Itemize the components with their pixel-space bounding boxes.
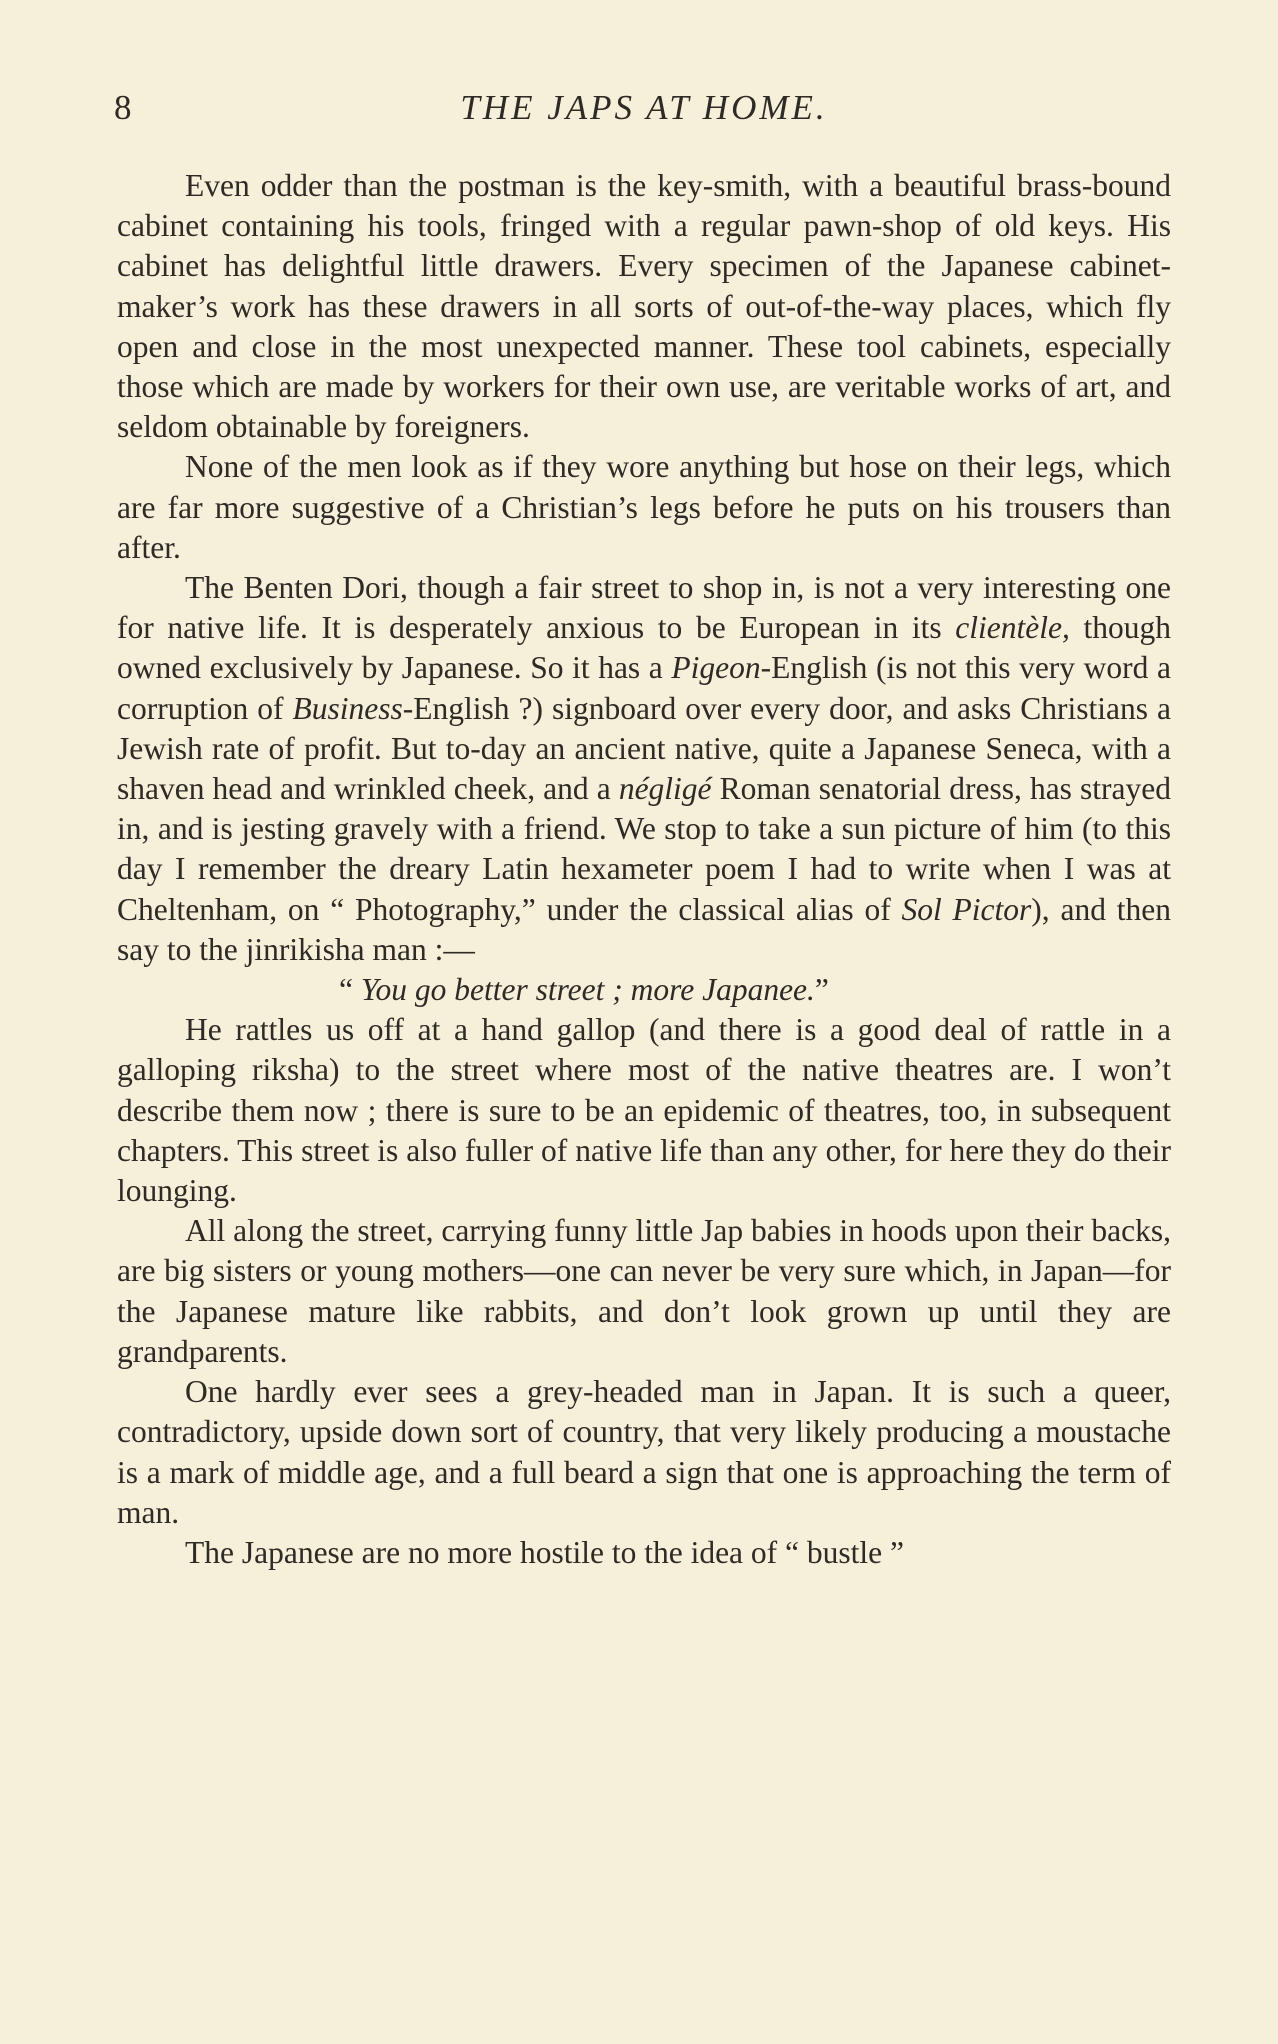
body-text xyxy=(117,166,1171,1573)
text-run: -English (is not this very word a corruption of xyxy=(117,650,1171,726)
text-run: None of the men look as if they wore anything but hose on their legs, which are far more suggestive of a Christian’s legs before he puts on his trousers than after. xyxy=(117,449,1171,565)
text-run: One hardly ever sees a grey-headed man in Japan. It is such a queer, contradictory, upside down sort of country, that very likely producing a moustache is a mark of middle age, and a full beard a sign that one is approaching the term of man. xyxy=(117,1374,1171,1530)
text-run: All along the street, carrying funny little Jap babies in hoods upon their backs, are big sisters or young mothers—one can never be very sure which, in Japan—for the Japanese mature like rabbits, and don’t look grown up until they are grandparents. xyxy=(117,1213,1171,1369)
paragraph xyxy=(117,1372,1171,1533)
text-run: He rattles us off at a hand gallop (and there is a good deal of rattle in a galloping riksha) to the street where most of the native theatres are. I won’t describe them now ; there is sure to be an epidemic of theatres, too, in subsequent chapters. This street is also fuller of native life than any other, for here they do their lounging. xyxy=(117,1012,1171,1209)
text-run: ), and then say to the jinrikisha man :— xyxy=(117,891,1171,967)
text-run: ” xyxy=(814,972,829,1008)
paragraph xyxy=(117,1533,1171,1573)
text-run: Roman senatorial dress, has strayed in, and is jesting gravely with a friend. We stop to take a sun picture of him (to this day I remember the dreary Latin hexameter poem I had to write when I was at Cheltenham, on “ Photography,” under the classical alias of xyxy=(117,771,1171,927)
italic-text: Business xyxy=(292,690,403,726)
italic-text: Pigeon xyxy=(671,650,761,686)
text-run: Even odder than the postman is the key-smith, with a beautiful brass-bound cabinet containing his tools, fringed with a regular pawn-shop of old keys. His cabinet has delightful little drawers. Every specimen of the Japanese cabinet-maker’s work has these drawers in all sorts of out-of-the-way places, which fly open and close in the most unexpected manner. These tool cabinets, especially those which are made by workers for their own use, are veritable works of art, and seldom obtainable by foreigners. xyxy=(117,168,1171,445)
text-run: “ xyxy=(339,972,361,1008)
paragraph xyxy=(117,568,1171,970)
italic-text: Sol Pictor xyxy=(901,891,1032,927)
text-run: The Benten Dori, though a fair street to shop in, is not a very interesting one for native life. It is desperately anxious to be European in its xyxy=(117,570,1171,646)
italic-text: clientèle, xyxy=(955,610,1070,646)
text-run: The Japanese are no more hostile to the idea of “ bustle ” xyxy=(185,1534,904,1570)
running-title: THE JAPS AT HOME. xyxy=(460,88,828,127)
running-head xyxy=(114,88,1174,132)
italic-text: négligé xyxy=(618,771,712,807)
paragraph xyxy=(117,447,1171,568)
paragraph xyxy=(117,1010,1171,1211)
paragraph xyxy=(117,1211,1171,1372)
text-run: though owned exclusively by Japanese. So it has a xyxy=(117,610,1171,686)
paragraph xyxy=(117,166,1171,447)
text-run: -English ?) signboard over every door, and asks Christians a Jewish rate of profit. But to-day an ancient native, quite a Japanese Seneca, with a shaven head and wrinkled cheek, and a xyxy=(117,690,1171,807)
quoted-line xyxy=(117,970,1171,1010)
italic-text: You go better street ; more Japanee. xyxy=(360,972,815,1008)
page-number: 8 xyxy=(114,88,133,127)
